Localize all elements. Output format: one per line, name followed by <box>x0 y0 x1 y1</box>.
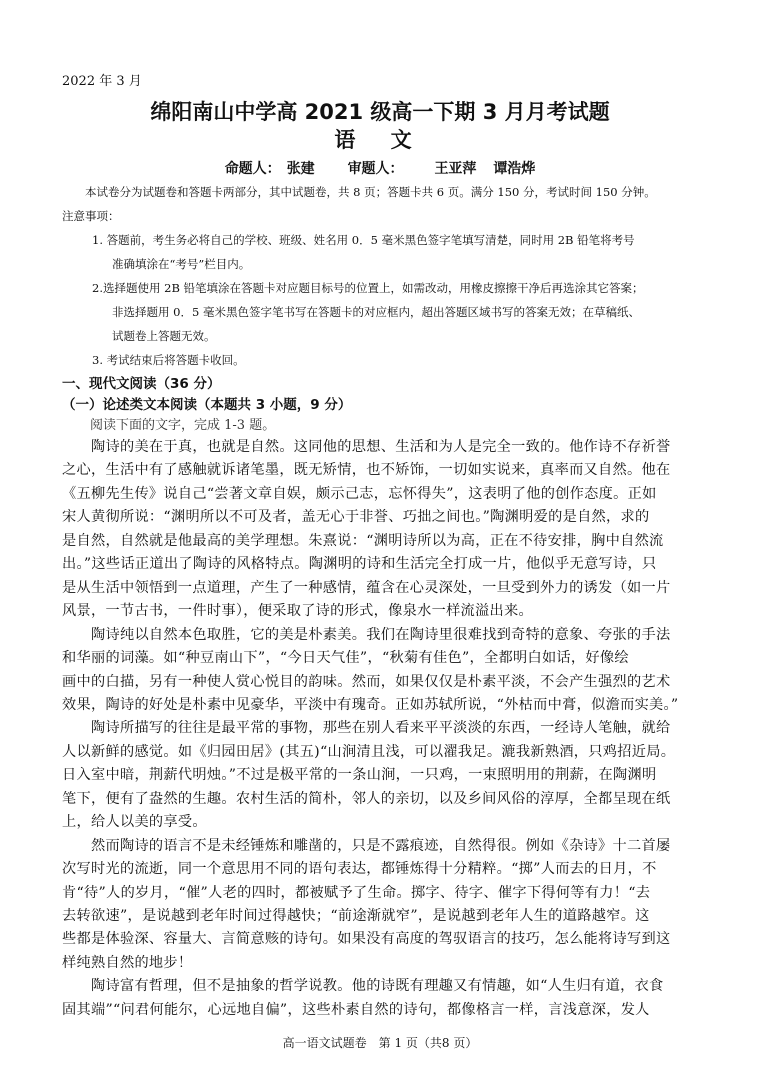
notice-2-line-2: 非选择题用 0．5 毫米黑色签字笔书写在答题卡的对应框内，超出答题区域书写的答案无效；在草稿纸、 <box>112 305 640 319</box>
section-heading-1-1: （一）论述类文本阅读（本题共 3 小题，9 分） <box>62 397 352 413</box>
passage-line: 然而陶诗的语言不是未经锤炼和雕凿的，只是不露痕迹，自然得很。例如《杂诗》十二首屡 <box>62 837 671 854</box>
passage-line: 宋人黄彻所说：“渊明所以不可及者，盖无心于非誉、巧拙之间也。”陶渊明爱的是自然，求的 <box>62 509 650 526</box>
reviewer-name-1: 王亚萍 <box>434 161 477 177</box>
passage-line: 人以新鲜的感觉。如《归园田居》(其五)“山涧清且浅，可以濯我足。漉我新熟酒，只鸡招近局。 <box>62 743 676 760</box>
exam-intro: 本试卷分为试题卷和答题卡两部分，其中试题卷，共 8 页；答题卡共 6 页。满分 150 分，考试时间 150 分钟。 <box>85 185 656 199</box>
passage-line: 效果，陶诗的好处是朴素中见豪华，平淡中有瑰奇。正如苏轼所说，“外枯而中膏，似澹而实美。” <box>62 696 679 713</box>
exam-date: 2022 年 3 月 <box>62 74 142 89</box>
setter-name: 张建 <box>286 161 315 177</box>
passage-line: 日入室中暗，荆薪代明烛。”不过是极平常的一条山涧，一只鸡，一束照明用的荆薪，在陶渊明 <box>62 767 657 784</box>
passage-line: 肯“待”人的岁月，“催”人老的四时，都被赋予了生命。掷字、待字、催字下得何等有力！“去 <box>62 884 651 901</box>
passage-line: 笔下，便有了盎然的生趣。农村生活的简朴，邻人的亲切，以及乡间风俗的淳厚，全都呈现在纸 <box>62 790 671 807</box>
passage-line: 是自然，自然就是他最高的美学理想。朱熹说：“渊明诗所以为高，正在不待安排，胸中自然流 <box>62 532 664 549</box>
reviewer-name-2: 谭浩烨 <box>493 161 536 177</box>
passage-line: 是从生活中领悟到一点道理，产生了一种感情，蕴含在心灵深处，一旦受到外力的诱发（如一片 <box>62 579 671 596</box>
notice-3-line-1: 3. 考试结束后将答题卡收回。 <box>92 353 245 367</box>
exam-subject: 语 文 <box>334 128 426 152</box>
passage-line: 《五柳先生传》说自己“尝著文章自娱，颇示己志，忘怀得失”，这表明了他的创作态度。正如 <box>62 485 657 502</box>
passage-line: 之心，生活中有了感触就诉诸笔墨，既无矫情，也不矫饰，一切如实说来，真率而又自然。他在 <box>62 462 671 479</box>
passage-line: 上，给人以美的享受。 <box>62 814 207 831</box>
passage-line: 陶诗纯以自然本色取胜，它的美是朴素美。我们在陶诗里很难找到奇特的意象、夸张的手法 <box>62 626 671 643</box>
passage-line: 和华丽的词藻。如“种豆南山下”，“今日天气佳”，“秋菊有佳色”，全都明白如话，好像绘 <box>62 650 629 667</box>
notice-1-line-2: 准确填涂在“考号”栏目内。 <box>112 257 251 271</box>
passage-line: 去转欲速”，是说越到老年时间过得越快；“前途渐就窄”，是说越到老年人生的道路越窄。这 <box>62 908 650 924</box>
setter-label: 命题人： <box>224 161 281 177</box>
page-footer: 高一语文试题卷 第 1 页（共8 页） <box>282 1036 478 1050</box>
notice-1-line-1: 1. 答题前，考生务必将自己的学校、班级、姓名用 0．5 毫米黑色签字笔填写清楚，同时用 2B 铅笔将考号 <box>92 233 635 247</box>
section-heading-1: 一、现代文阅读（36 分） <box>62 376 221 392</box>
notice-2-line-1: 2.选择题使用 2B 铅笔填涂在答题卡对应题目标号的位置上，如需改动，用橡皮擦擦干净后再选涂其它答案； <box>92 281 644 295</box>
reading-instruction: 阅读下面的文字，完成 1-3 题。 <box>90 418 276 433</box>
passage-line: 画中的白描，另有一种使人赏心悦目的韵味。然而，如果仅仅是朴素平淡，不会产生强烈的艺术 <box>62 673 671 690</box>
exam-title: 绵阳南山中学高 2021 级高一下期 3 月月考试题 <box>150 100 610 124</box>
passage-line: 样纯熟自然的地步！ <box>62 954 193 971</box>
passage-line: 陶诗富有哲理，但不是抽象的哲学说教。他的诗既有理趣又有情趣，如“人生归有道，衣食 <box>62 978 664 995</box>
passage-line: 固其端”“问君何能尔，心远地自偏”，这些朴素自然的诗句，都像格言一样，言浅意深，发人 <box>62 1001 650 1018</box>
exam-authors <box>0 158 760 178</box>
passage-line: 次写时光的流逝，同一个意思用不同的语句表达，都锤炼得十分精粹。“掷”人而去的日月，不 <box>62 861 657 878</box>
passage-line: 风景，一节古书，一件时事），便采取了诗的形式，像泉水一样流溢出来。 <box>62 603 533 620</box>
reviewer-label: 审题人： <box>347 161 404 177</box>
notice-2-line-3: 试题卷上答题无效。 <box>112 329 216 343</box>
notice-title: 注意事项： <box>62 209 120 223</box>
passage-line: 出。”这些话正道出了陶诗的风格特点。陶渊明的诗和生活完全打成一片，他似乎无意写诗，只 <box>62 556 657 573</box>
passage-line: 陶诗的美在于真，也就是自然。这同他的思想、生活和为人是完全一致的。他作诗不存祈誉 <box>62 439 671 455</box>
passage-line: 陶诗所描写的往往是最平常的事物，那些在别人看来平平淡淡的东西，一经诗人笔触，就给 <box>62 720 671 737</box>
passage-line: 些都是体验深、容量大、言简意赅的诗句。如果没有高度的驾驭语言的技巧，怎么能将诗写到这 <box>62 931 671 948</box>
